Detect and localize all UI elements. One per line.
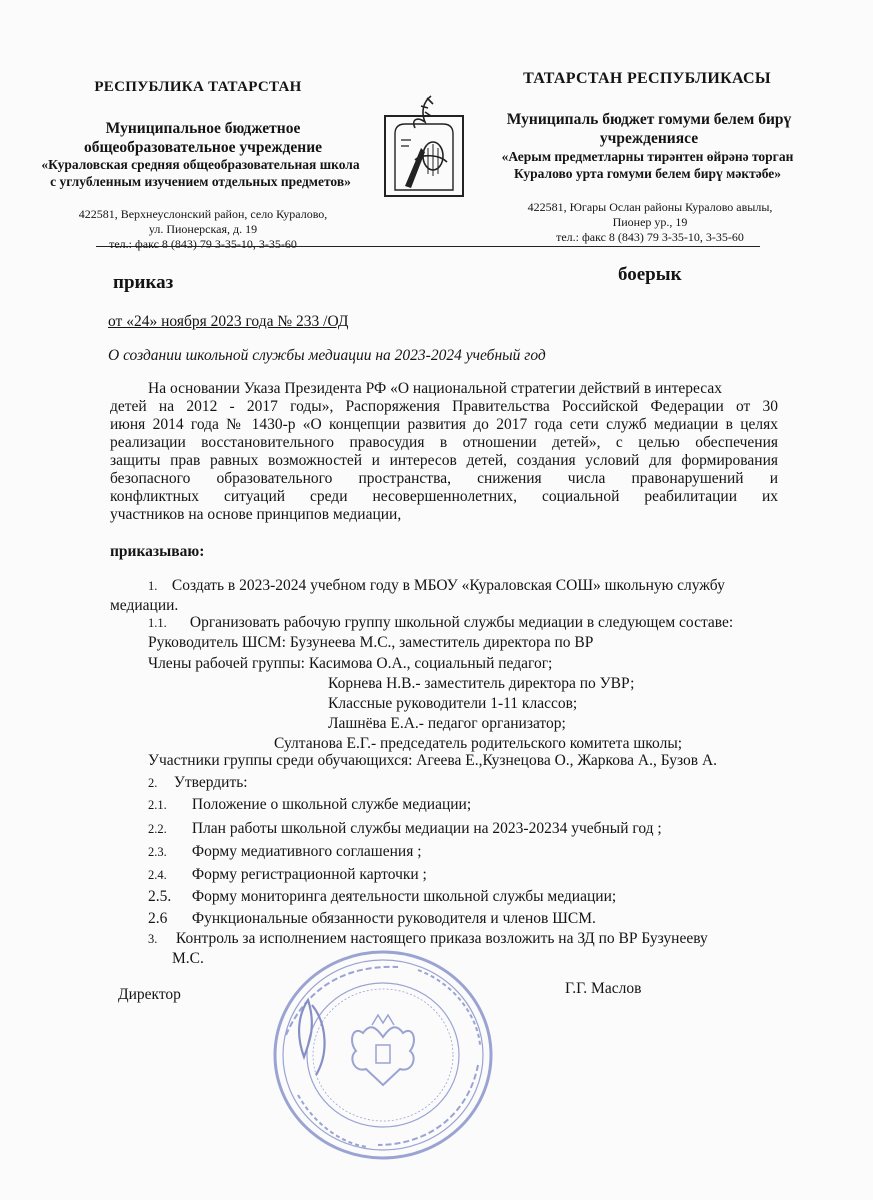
header-left-school: «Кураловская средняя общеобразовательная школа с углубленным изучением отдельных предметов»	[41, 157, 360, 189]
header-right-address: 422581, Югары Ослан районы Куралово авылы, Пионер ур., 19 тел.: факс 8 (843) 79 3-35-10, 3-35-60	[527, 200, 773, 244]
header-divider	[96, 246, 760, 247]
signature-role: Директор	[118, 986, 181, 1003]
head-line: Руководитель ШСМ: Бузунеева М.С., заместитель директора по ВР	[148, 634, 594, 651]
item-2-1: 2.1. Положение о школьной службе медиации;	[148, 796, 472, 813]
school-emblem	[381, 90, 467, 200]
item-3: 3. Контроль за исполнением настоящего приказа возложить на ЗД по ВР Бузунееву	[148, 930, 708, 947]
member-2: Корнева Н.В.- заместитель директора по УВР;	[328, 675, 635, 692]
preamble: На основании Указа Президента РФ «О национальной стратегии действий в интересах детей на 2012 - 2017 годы», Распоряжения Правительства Российской Федерации от 30 июня 2014 года № 1430-р «О концепции развития до 2017 года сети служб медиации в целях реализации восстановительного правосудия в отношении детей», с целью обеспечения защиты прав равных возможностей и интересов детей, создания условий для формирования безопасного образовательного пространства, снижения числа правонарушений и конфликтных ситуаций среди несовершеннолетних, социальной реабилитации их участников на основе принципов медиации,	[110, 380, 778, 523]
order-date: от «24» ноября 2023 года № 233 /ОД	[108, 313, 349, 330]
order-word: приказываю:	[110, 543, 205, 560]
official-stamp	[268, 945, 498, 1165]
members-line: Члены рабочей группы: Касимова О.А., социальный педагог;	[148, 655, 553, 672]
title-ru: приказ	[113, 272, 174, 293]
item-2: 2. Утвердить:	[148, 774, 248, 791]
title-tt: боерык	[618, 264, 682, 285]
member-5: Султанова Е.Г.- председатель родительского комитета школы;	[274, 735, 683, 752]
member-3: Классные руководители 1-11 классов;	[328, 695, 578, 712]
item-1-cont: медиации.	[110, 597, 179, 614]
header-right-school: «Аерым предметларны тирәнтен өйрәнә торган Куралово урта гомуми белем бирү мәктәбе»	[501, 149, 794, 181]
header-left-address: 422581, Верхнеуслонский район, село Куралово, ул. Пионерская, д. 19 тел.: факс 8 (843) 79 3-35-10, 3-35-60	[78, 207, 328, 251]
header-right-republic: ТАТАРСТАН РЕСПУБЛИКАСЫ	[523, 70, 771, 87]
item-2-4: 2.4. Форму регистрационной карточки ;	[148, 866, 427, 883]
item-3-cont: М.С.	[172, 950, 204, 967]
member-4: Лашнёва Е.А.- педагог организатор;	[328, 715, 566, 732]
header-left-org: Муниципальное бюджетное общеобразовательное учреждение	[83, 120, 323, 156]
header-right-org: Муниципаль бюджет гомуми белем бирү учреждениясе	[506, 111, 792, 147]
header-left-republic: РЕСПУБЛИКА ТАТАРСТАН	[94, 79, 302, 95]
item-2-3: 2.3. Форму медиативного соглашения ;	[148, 843, 422, 860]
item-1-1: 1.1. Организовать рабочую группу школьной службы медиации в следующем составе:	[148, 614, 734, 631]
signature-name: Г.Г. Маслов	[565, 980, 642, 997]
item-2-2: 2.2. План работы школьной службы медиации на 2023-20234 учебный год ;	[148, 820, 662, 837]
order-subject: О создании школьной службы медиации на 2023-2024 учебный год	[108, 347, 546, 364]
students-line: Участники группы среди обучающихся: Агеева Е.,Кузнецова О., Жаркова А., Бузов А.	[148, 752, 718, 769]
item-1: 1. Создать в 2023-2024 учебном году в МБОУ «Кураловская СОШ» школьную службу	[148, 577, 725, 594]
item-2-5: 2.5. Форму мониторинга деятельности школьной службы медиации;	[148, 888, 617, 905]
item-2-6: 2.6 Функциональные обязанности руководителя и членов ШСМ.	[148, 910, 596, 927]
